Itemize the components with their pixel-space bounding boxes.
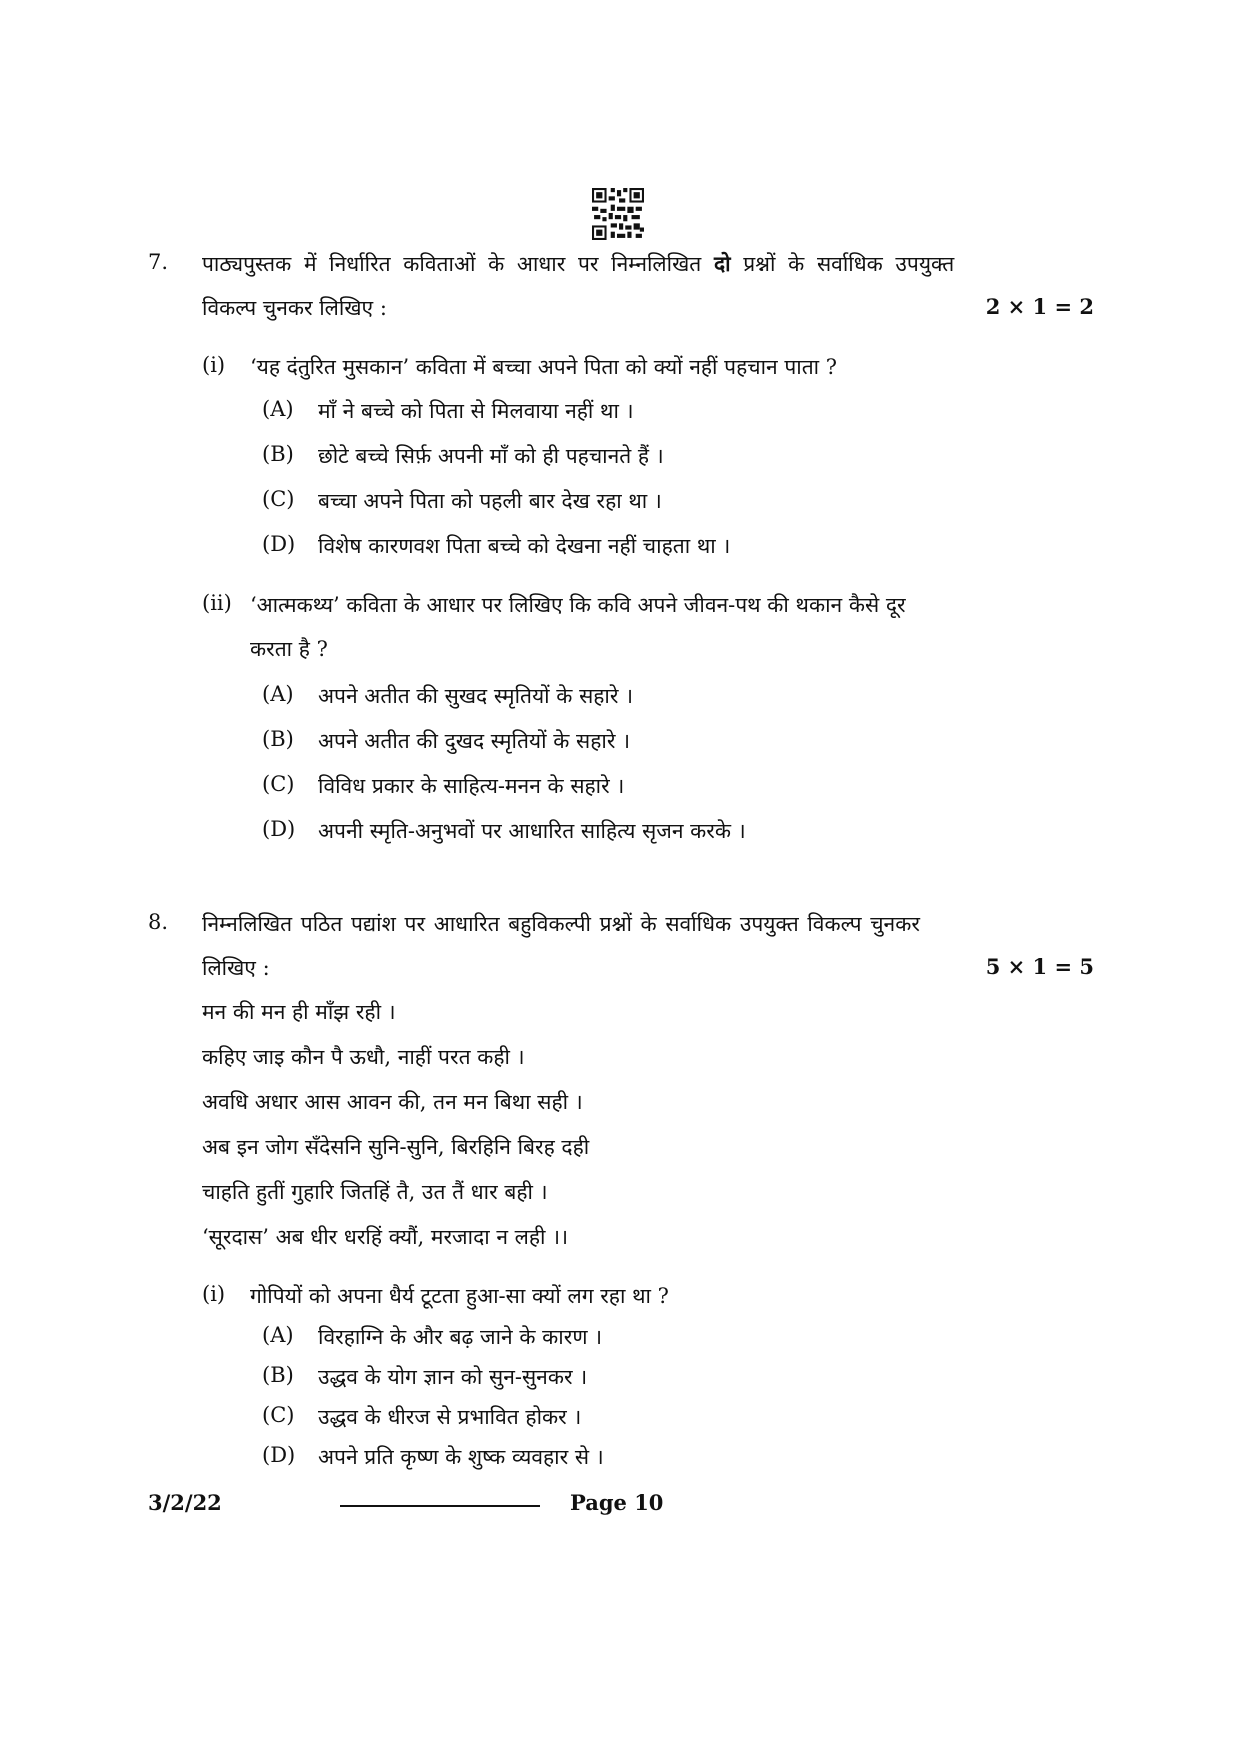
poem-line: चाहति हुतीं गुहारि जितहिं तै, उत तैं धार बही ।: [202, 1180, 548, 1204]
option-text: अपने प्रति कृष्ण के शुष्क व्यवहार से ।: [318, 1445, 604, 1469]
option-label: (A): [262, 682, 294, 706]
question-number: 8.: [148, 910, 169, 934]
poem-line: ‘सूरदास’ अब धीर धरहिं क्यौं, मरजादा न लही ।।: [202, 1225, 569, 1249]
option-label: (B): [262, 1363, 294, 1387]
qr-code: [592, 188, 644, 240]
option-text: अपने अतीत की सुखद स्मृतियों के सहारे ।: [318, 684, 634, 708]
page-number: Page 10: [570, 1490, 664, 1515]
option-label: (A): [262, 1323, 294, 1347]
poem-line: मन की मन ही माँझ रही ।: [202, 1000, 396, 1024]
poem-line: कहिए जाइ कौन पै ऊधौ, नाहीं परत कही ।: [202, 1045, 525, 1069]
option-label: (D): [262, 1443, 296, 1467]
option-text: उद्धव के धीरज से प्रभावित होकर ।: [318, 1405, 582, 1429]
option-label: (A): [262, 397, 294, 421]
option-label: (B): [262, 442, 294, 466]
option-label: (D): [262, 817, 296, 841]
option-text: बच्चा अपने पिता को पहली बार देख रहा था ।: [318, 489, 662, 513]
option-text: अपनी स्मृति-अनुभवों पर आधारित साहित्य सृजन करके ।: [318, 819, 746, 843]
option-label: (D): [262, 532, 296, 556]
question-text-part: पाठ्यपुस्तक में निर्धारित कविताओं के आधार पर निम्नलिखित: [202, 252, 702, 276]
subquestion-text: ‘यह दंतुरित मुसकान’ कविता में बच्चा अपने पिता को क्यों नहीं पहचान पाता ?: [250, 355, 838, 379]
option-label: (C): [262, 487, 295, 511]
subquestion-label: (i): [202, 353, 226, 377]
question-text: निम्नलिखित पठित पद्यांश पर आधारित बहुविकल्पी प्रश्नों के सर्वाधिक उपयुक्त विकल्प चुनकर: [202, 912, 920, 936]
option-text: विरहाग्नि के और बढ़ जाने के कारण ।: [318, 1325, 603, 1349]
question-text-line2: लिखिए :: [202, 956, 270, 980]
question-text-line2: विकल्प चुनकर लिखिए :: [202, 296, 387, 320]
question-text-part: प्रश्नों के सर्वाधिक उपयुक्त: [743, 252, 955, 276]
option-label: (C): [262, 772, 295, 796]
marks-label: 5 × 1 = 5: [985, 954, 1094, 979]
option-label: (C): [262, 1403, 295, 1427]
option-text: विविध प्रकार के साहित्य-मनन के सहारे ।: [318, 774, 625, 798]
option-label: (B): [262, 727, 294, 751]
option-text: अपने अतीत की दुखद स्मृतियों के सहारे ।: [318, 729, 631, 753]
poem-line: अब इन जोग सँदेसनि सुनि-सुनि, बिरहिनि बिरह दही: [202, 1135, 590, 1159]
option-text: छोटे बच्चे सिर्फ़ अपनी माँ को ही पहचानते हैं ।: [318, 444, 664, 468]
question-text-emphasis: दो: [713, 251, 731, 276]
subquestion-label: (ii): [202, 591, 232, 615]
footer-divider: [340, 1505, 540, 1507]
question-number: 7.: [148, 250, 169, 274]
marks-label: 2 × 1 = 2: [985, 294, 1094, 319]
option-text: विशेष कारणवश पिता बच्चे को देखना नहीं चाहता था ।: [318, 534, 731, 558]
subquestion-text-line2: करता है ?: [250, 637, 328, 661]
option-text: उद्धव के योग ज्ञान को सुन-सुनकर ।: [318, 1365, 588, 1389]
poem-line: अवधि अधार आस आवन की, तन मन बिथा सही ।: [202, 1090, 583, 1114]
option-text: माँ ने बच्चे को पिता से मिलवाया नहीं था ।: [318, 399, 634, 423]
subquestion-text: गोपियों को अपना धैर्य टूटता हुआ-सा क्यों लग रहा था ?: [250, 1284, 669, 1308]
question-text: [202, 250, 954, 278]
paper-code: 3/2/22: [148, 1490, 222, 1515]
subquestion-text: ‘आत्मकथ्य’ कविता के आधार पर लिखिए कि कवि अपने जीवन-पथ की थकान कैसे दूर: [250, 593, 906, 617]
subquestion-label: (i): [202, 1282, 226, 1306]
